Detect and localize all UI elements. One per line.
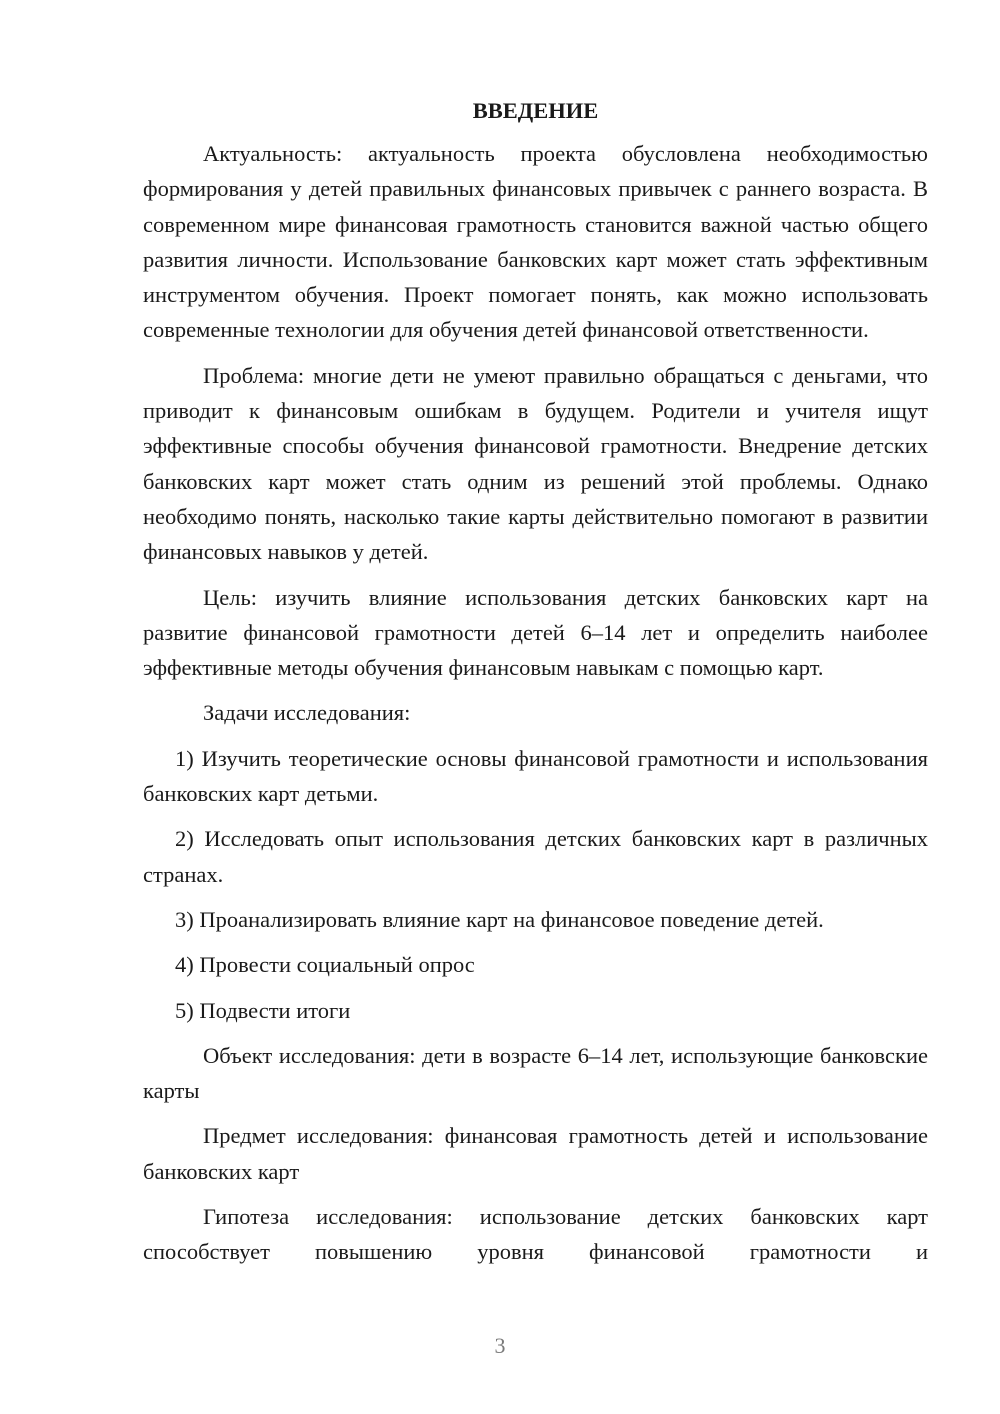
tasks-title: Задачи исследования: — [203, 700, 411, 726]
paragraph-goal: Цель: изучить влияние использования детских банковских карт на развитие финансовой грамотности детей 6–14 лет и определить наиболее эффективные методы обучения финансовым навыкам с помощью карт. — [143, 584, 928, 681]
paragraph-subject: Предмет исследования: финансовая грамотность детей и использование банковских карт — [143, 1123, 928, 1184]
page-content — [143, 96, 928, 1280]
section-heading: ВВЕДЕНИЕ — [472, 98, 599, 123]
paragraph-object: Объект исследования: дети в возрасте 6–14 лет, использующие банковские карты — [143, 1042, 928, 1104]
task-item-2: 2) Исследовать опыт использования детских банковских карт в различных странах. — [143, 826, 928, 887]
paragraph-hypothesis: Гипотеза исследования: использование детских банковских карт способствует повышению уровня финансовой грамотности и — [143, 1204, 928, 1265]
task-item-5: 5) Подвести итоги — [175, 997, 351, 1023]
paragraph-relevance: Актуальность: актуальность проекта обусловлена необходимостью формирования у детей правильных финансовых привычек с раннего возраста. В современном мире финансовая грамотность становится важной частью общего развития личности. Использование банковских карт может стать эффективным инструментом обучения. Проект помогает понять, как можно использовать современные технологии для обучения детей финансовой ответственности. — [143, 141, 928, 343]
task-item-1: 1) Изучить теоретические основы финансовой грамотности и использования банковских карт детьми. — [143, 745, 928, 807]
task-item-3: 3) Проанализировать влияние карт на финансовое поведение детей. — [175, 906, 824, 932]
task-item-4: 4) Провести социальный опрос — [175, 952, 475, 978]
paragraph-problem: Проблема: многие дети не умеют правильно обращаться с деньгами, что приводит к финансовым ошибкам в будущем. Родители и учителя ищут эффективные способы обучения финансовой грамотности. Внедрение детских банковских карт может стать одним из решений этой проблемы. Однако необходимо понять, насколько такие карты действительно помогают в развитии финансовых навыков у детей. — [143, 362, 928, 565]
page-number: 3 — [494, 1333, 506, 1358]
